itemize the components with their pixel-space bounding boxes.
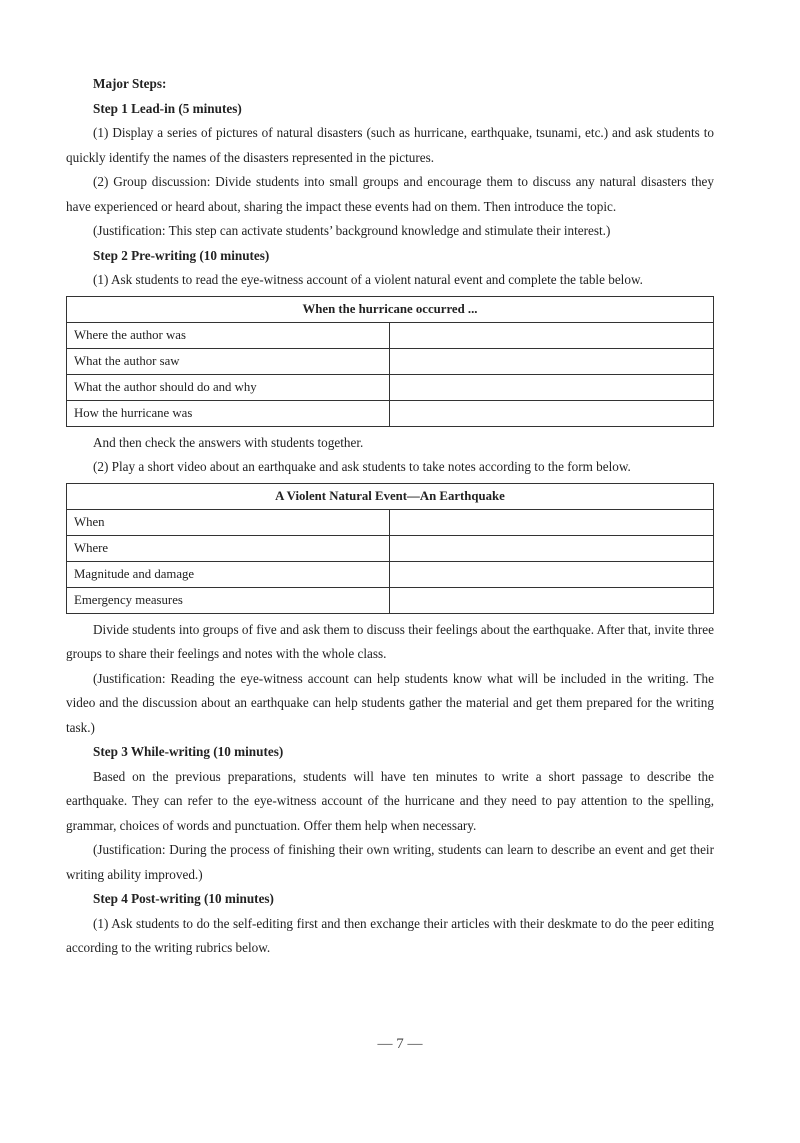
earthquake-table [66, 483, 714, 614]
step4-heading: Step 4 Post-writing (10 minutes) [93, 891, 274, 906]
table-cell-label: Emergency measures [67, 587, 390, 613]
table-row [67, 348, 714, 374]
earthquake-table-title: A Violent Natural Event—An Earthquake [67, 483, 714, 509]
table-cell-empty [390, 535, 714, 561]
step1-justification: (Justification: This step can activate students’ background knowledge and stimulate their interest.) [93, 223, 611, 238]
major-steps-heading: Major Steps: [93, 76, 167, 91]
step1-heading: Step 1 Lead-in (5 minutes) [93, 100, 242, 116]
table-cell-label: Magnitude and damage [67, 561, 390, 587]
step4-paragraph-1: (1) Ask students to do the self-editing first and then exchange their articles with their deskmate to do the peer editing according to the writing rubrics below. [66, 915, 714, 955]
table-row [67, 509, 714, 535]
hurricane-table [66, 296, 714, 427]
step1-paragraph-1: (1) Display a series of pictures of natural disasters (such as hurricane, earthquake, tsunami, etc.) and ask students to quickly identify the names of the disasters represented in the pictures. [66, 125, 714, 165]
table-cell-label: How the hurricane was [67, 400, 390, 426]
hurricane-table-title: When the hurricane occurred ... [67, 296, 714, 322]
table-cell-label: When [67, 509, 390, 535]
step2-paragraph-4: Divide students into groups of five and ask them to discuss their feelings about the earthquake. After that, invite three groups to share their feelings and notes with the whole class. [66, 621, 714, 661]
table-row [67, 535, 714, 561]
table-cell-empty [390, 587, 714, 613]
table-cell-label: Where [67, 535, 390, 561]
table-cell-label: What the author should do and why [67, 374, 390, 400]
table-row [67, 587, 714, 613]
step2-paragraph-2: And then check the answers with students together. [93, 434, 364, 450]
step3-paragraph-1: Based on the previous preparations, students will have ten minutes to write a short passage to describe the earthquake. They can refer to the eye-witness account of the hurricane and they need to pay attention to the spelling, grammar, choices of words and punctuation. Offer them help when necessary. [66, 768, 714, 833]
table-row [67, 400, 714, 426]
step2-paragraph-3: (2) Play a short video about an earthquake and ask students to take notes according to the form below. [93, 459, 631, 474]
table-cell-empty [390, 322, 714, 348]
table-row [67, 374, 714, 400]
step2-heading: Step 2 Pre-writing (10 minutes) [93, 247, 270, 263]
step3-justification: (Justification: During the process of finishing their own writing, students can learn to describe an event and get their writing ability improved.) [66, 842, 714, 882]
table-cell-empty [390, 561, 714, 587]
table-cell-empty [390, 509, 714, 535]
step2-justification: (Justification: Reading the eye-witness account can help students know what will be included in the writing. The video and the discussion about an earthquake can help students gather the material and get them prepared for the writing task.) [66, 670, 714, 735]
table-cell-empty [390, 348, 714, 374]
table-cell-label: What the author saw [67, 348, 390, 374]
page-number: — 7 — [377, 1036, 423, 1052]
table-row [67, 561, 714, 587]
document-body [66, 72, 714, 961]
table-cell-empty [390, 374, 714, 400]
table-cell-label: Where the author was [67, 322, 390, 348]
table-row [67, 322, 714, 348]
step1-paragraph-2: (2) Group discussion: Divide students into small groups and encourage them to discuss any natural disasters they have experienced or heard about, sharing the impact these events had on them. Then introduce the topic. [66, 174, 714, 214]
table-cell-empty [390, 400, 714, 426]
step2-paragraph-1: (1) Ask students to read the eye-witness account of a violent natural event and complete the table below. [93, 272, 643, 287]
step3-heading: Step 3 While-writing (10 minutes) [93, 744, 284, 759]
